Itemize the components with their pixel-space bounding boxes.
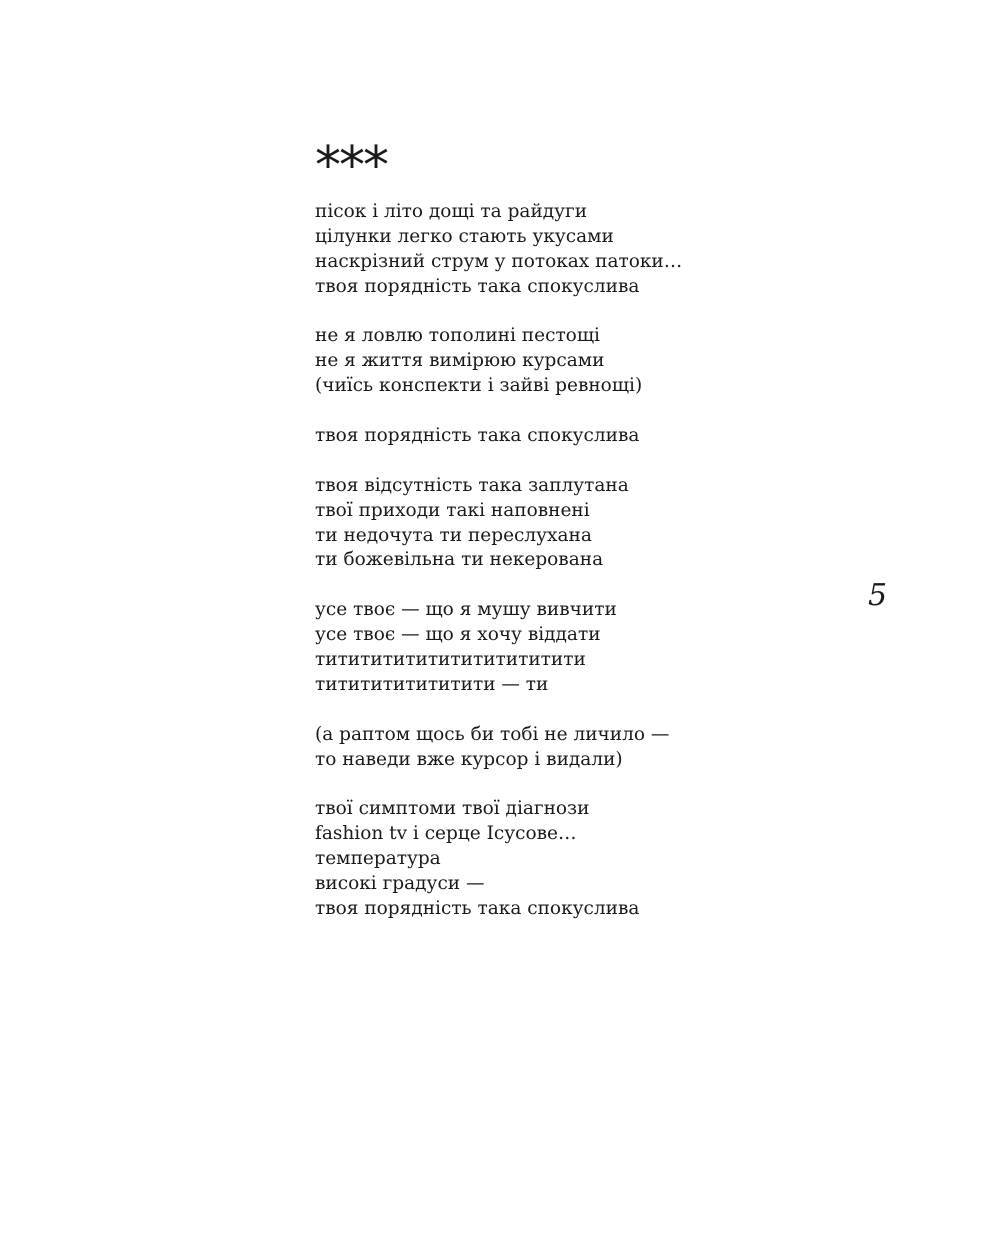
poem-line: наскрізний струм у потоках патоки… [315, 250, 683, 272]
poem-line: високі градуси — [315, 873, 485, 895]
poem-line: усе твоє — що я мушу вивчити [315, 599, 617, 621]
poem-line: твої симптоми твої діагнози [315, 798, 590, 820]
poem-line: не я ловлю тополині пестощі [315, 325, 600, 347]
poem-line: твоя порядність така спокуслива [315, 275, 640, 297]
poem-line: твоя порядність така спокуслива [315, 425, 640, 447]
poem-line: пісок і літо дощі та райдуги [315, 201, 588, 222]
poem-line: тититититититититититити [315, 649, 586, 671]
poem-title: *** [315, 136, 387, 196]
stanza-2 [315, 324, 835, 399]
poem-line: твоя відсутність така заплутана [315, 474, 629, 496]
poem-line: не я життя вимірюю курсами [315, 350, 605, 372]
stanza-3 [315, 424, 835, 449]
poem-line: тититититититити — ти [315, 673, 549, 695]
poem-line: ти недочута ти переслухана [315, 524, 592, 546]
stanza-4 [315, 474, 835, 574]
stanza-5 [315, 598, 835, 698]
poem-line: цілунки легко стають укусами [315, 225, 614, 247]
poem-line: температура [315, 848, 441, 870]
poem-line: усе твоє — що я хочу віддати [315, 624, 601, 646]
poem-line: твоя порядність така спокуслива [315, 897, 640, 919]
poem-line: (а раптом щось би тобі не личило — [315, 723, 670, 745]
poem [315, 138, 835, 947]
stanza-6 [315, 723, 835, 773]
poem-line: ти божевільна ти некерована [315, 549, 604, 571]
stanza-1 [315, 200, 835, 300]
poem-line: то наведи вже курсор і видали) [315, 748, 623, 770]
poem-line: fashion tv і серце Ісусове… [315, 823, 577, 845]
stanza-7 [315, 797, 835, 921]
poem-line: (чиїсь конспекти і зайві ревнощі) [315, 375, 643, 397]
page-number: 5 [868, 578, 888, 613]
poem-line: твої приходи такі наповнені [315, 499, 590, 521]
